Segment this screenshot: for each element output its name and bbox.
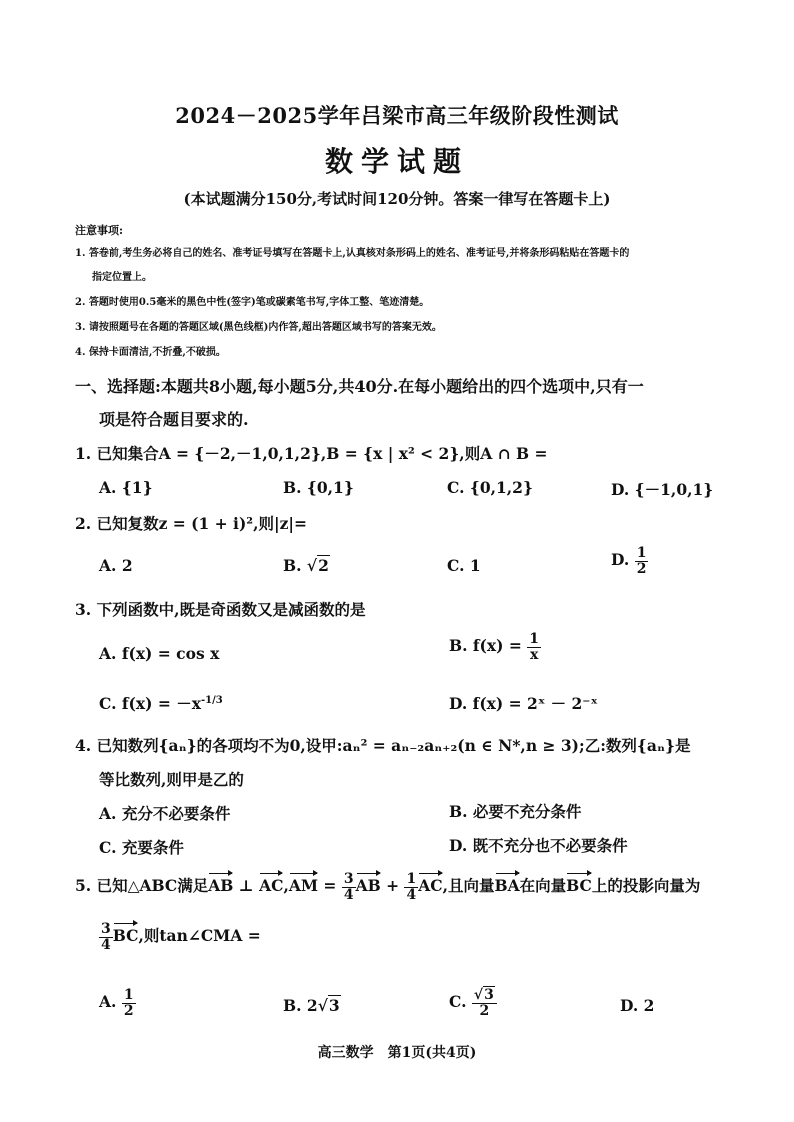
q2-option-c: C. 1 [447, 556, 481, 575]
note-item: 指定位置上。 [92, 272, 152, 283]
q5-text: 在向量 [519, 876, 567, 896]
q5-text: ,则tan∠CMA = [138, 926, 261, 946]
q3-option-c-prefix: C. f(x) = －x [99, 694, 201, 713]
exam-info: (本试题满分150分,考试时间120分钟。答案一律写在答题卡上) [183, 190, 611, 208]
q2-option-b-radicand: 2 [318, 556, 329, 575]
q3-option-a: A. f(x) = cos x [99, 644, 220, 663]
q2-option-d-prefix: D. [611, 550, 630, 570]
exam-title: 2024－2025学年吕梁市高三年级阶段性测试 [175, 103, 619, 128]
fraction-numerator: 1 [529, 631, 540, 647]
fraction-denominator: 4 [101, 936, 111, 953]
subject-title: 数学试题 [324, 145, 469, 178]
fraction-denominator: 2 [479, 1002, 490, 1019]
note-item: 2. 答题时使用0.5毫米的黑色中性(签字)笔或碳素笔书写,字体工整、笔迹清楚。 [75, 297, 430, 308]
vector-am: AM [288, 876, 319, 896]
q5-option-a [99, 988, 136, 1018]
q4-option-a: A. 充分不必要条件 [99, 804, 231, 823]
fraction-numerator: 3 [101, 921, 111, 937]
q3-option-c [99, 692, 223, 714]
fraction-denominator: 4 [343, 886, 354, 903]
fraction-3-4 [342, 872, 356, 902]
note-item: 3. 请按照题号在各题的答题区域(黑色线框)内作答,超出答题区域书写的答案无效。 [75, 322, 442, 333]
vector-bc: BC [112, 926, 139, 946]
fraction-numerator: 1 [636, 545, 647, 561]
q2-option-d-fraction [635, 546, 649, 576]
q5-text: 上的投影向量为 [591, 876, 701, 896]
q5-plus: + [380, 876, 405, 896]
fraction-numerator: 1 [406, 871, 417, 887]
q4-option-c: C. 充要条件 [99, 838, 184, 857]
notes-heading: 注意事项: [75, 224, 124, 237]
q5-option-a-prefix: A. [99, 992, 117, 1012]
q5-option-c-fraction [472, 988, 497, 1018]
q2-option-b-prefix: B. [283, 556, 302, 575]
fraction-1-4 [404, 872, 418, 902]
section-heading-cont: 项是符合题目要求的. [99, 410, 249, 429]
q3-option-b [449, 632, 541, 662]
section-heading: 一、选择题:本题共8小题,每小题5分,共40分.在每小题给出的四个选项中,只有一 [75, 377, 644, 396]
q5-option-b-prefix: B. 2 [283, 996, 318, 1015]
note-item: 1. 答卷前,考生务必将自己的姓名、准考证号填写在答题卡上,认真核对条形码上的姓名、准考证号,并将条形码粘贴在答题卡的 [75, 248, 630, 259]
perp-symbol: ⊥ [233, 876, 260, 896]
q4-option-b: B. 必要不充分条件 [449, 802, 582, 821]
q5-option-c-radicand: 3 [484, 987, 494, 1003]
q2-option-d [611, 546, 648, 576]
q5-option-c [449, 988, 497, 1018]
q5-comma: , [283, 876, 289, 896]
fraction-denominator: 2 [123, 1002, 134, 1019]
q4-option-d: D. 既不充分也不必要条件 [449, 836, 628, 855]
q5-option-b-radicand: 3 [328, 996, 340, 1015]
q5-option-c-prefix: C. [449, 992, 467, 1012]
q1-option-d: D. {－1,0,1} [611, 480, 714, 499]
q5-option-d: D. 2 [620, 996, 655, 1015]
vector-ba: BA [494, 876, 520, 896]
q5-option-b: B. 2√3 [283, 996, 340, 1015]
vector-ab: AB [208, 876, 234, 896]
q5-text: ,且向量 [442, 876, 495, 896]
note-item: 4. 保持卡面清洁,不折叠,不破损。 [75, 347, 226, 358]
question-4-stem-cont: 等比数列,则甲是乙的 [99, 770, 244, 789]
question-4-stem: 4. 已知数列{aₙ}的各项均不为0,设甲:aₙ² = aₙ₋₂aₙ₊₂(n ∈ N*,n ≥ 3);乙:数列{aₙ}是 [75, 736, 691, 755]
fraction-numerator: 3 [343, 871, 354, 887]
q5-text: 5. 已知△ABC满足 [75, 876, 209, 896]
fraction-denominator: 2 [636, 560, 647, 577]
q5-option-a-fraction [122, 988, 136, 1018]
vector-ab: AB [355, 876, 381, 896]
q2-option-b: B. √2 [283, 556, 329, 575]
q2-option-a: A. 2 [99, 556, 133, 575]
page-footer: 高三数学 第1页(共4页) [317, 1045, 477, 1061]
fraction-denominator: 4 [406, 886, 417, 903]
q1-option-c: C. {0,1,2} [447, 478, 533, 497]
q3-option-b-fraction [527, 632, 541, 662]
vector-ac: AC [259, 876, 284, 896]
q3-option-c-exponent: -1/3 [200, 694, 223, 706]
q3-option-d: D. f(x) = 2ˣ － 2⁻ˣ [449, 694, 598, 713]
q5-equals: = [318, 876, 342, 896]
fraction-numerator: √3 [472, 988, 497, 1004]
question-5-stem [75, 872, 700, 902]
q1-option-a: A. {1} [99, 478, 153, 497]
vector-bc: BC [566, 876, 592, 896]
q3-option-b-prefix: B. f(x) = [449, 636, 522, 656]
q1-option-b: B. {0,1} [283, 478, 354, 497]
question-1-stem: 1. 已知集合A = {－2,－1,0,1,2},B = {x | x² < 2},则A ∩ B = [75, 444, 548, 463]
question-3-stem: 3. 下列函数中,既是奇函数又是减函数的是 [75, 600, 366, 619]
fraction-denominator: x [529, 646, 539, 663]
vector-ac: AC [418, 876, 443, 896]
fraction-numerator: 1 [123, 987, 134, 1003]
fraction-3-4 [99, 922, 113, 952]
question-2-stem: 2. 已知复数z = (1 + i)²,则|z|= [75, 514, 308, 533]
question-5-stem-cont [99, 922, 261, 952]
